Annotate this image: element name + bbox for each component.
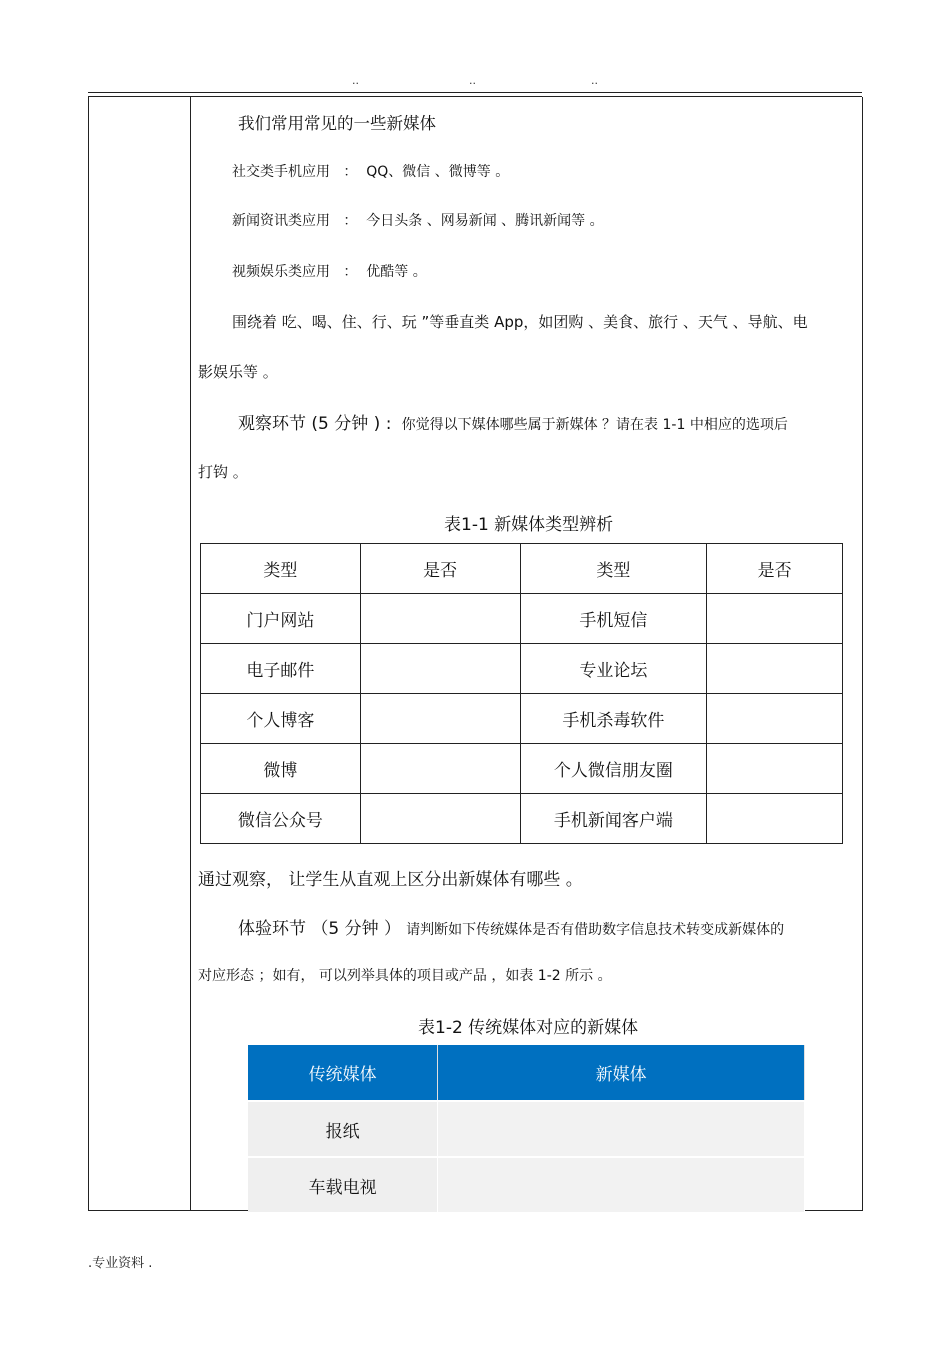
header-cell: 是否	[360, 544, 520, 594]
line-label: 视频娱乐类应用	[232, 264, 330, 280]
page-footer: .专业资料 .	[88, 1256, 153, 1271]
section-heading: 我们常用常见的一些新媒体	[238, 114, 436, 133]
app-line-social	[232, 161, 509, 181]
table-header-row	[248, 1045, 805, 1101]
header-cell: 类型	[201, 544, 361, 594]
check-cell[interactable]	[707, 794, 843, 844]
media-type-table	[200, 543, 843, 844]
observe-cont: 打钩 。	[198, 463, 248, 481]
table-cell: 微信公众号	[201, 794, 361, 844]
paragraph-vertical-apps: 围绕着 吃、喝、住、行、玩 ”等垂直类 App，如团购 、美食、旅行 、天气 、导航、电	[232, 313, 808, 331]
check-cell[interactable]	[360, 794, 520, 844]
check-cell[interactable]	[707, 744, 843, 794]
column-divider	[190, 97, 191, 1210]
table-cell: 微博	[201, 744, 361, 794]
table-cell: 个人博客	[201, 694, 361, 744]
table-cell: 个人微信朋友圈	[520, 744, 707, 794]
header-cell: 是否	[707, 544, 843, 594]
check-cell[interactable]	[707, 644, 843, 694]
check-cell[interactable]	[360, 694, 520, 744]
table-row	[201, 594, 843, 644]
check-cell[interactable]	[707, 594, 843, 644]
table-cell: 专业论坛	[520, 644, 707, 694]
check-cell[interactable]	[707, 694, 843, 744]
header-cell: 新媒体	[438, 1045, 805, 1101]
answer-cell[interactable]	[438, 1157, 805, 1212]
observe-title: 观察环节 (5 分钟 ) :	[238, 414, 392, 434]
header-cell: 类型	[520, 544, 707, 594]
header-mark: ..	[352, 74, 359, 87]
table1-caption: 表1-1 新媒体类型辨析	[444, 515, 614, 535]
experience-text: 请判断如下传统媒体是否有借助数字信息技术转变成新媒体的	[406, 922, 785, 938]
table2-caption: 表1-2 传统媒体对应的新媒体	[418, 1018, 639, 1038]
line-sep: ：	[343, 264, 358, 280]
experience-title: 体验环节 （5 分钟 ）	[238, 919, 402, 939]
paragraph-vertical-apps-cont: 影娱乐等 。	[198, 363, 278, 381]
app-line-video	[232, 261, 427, 281]
answer-cell[interactable]	[438, 1101, 805, 1157]
table-cell: 手机新闻客户端	[520, 794, 707, 844]
table-cell: 手机短信	[520, 594, 707, 644]
line-value: QQ、微信 、微博等 。	[366, 164, 510, 180]
table-row	[248, 1157, 805, 1212]
header-cell: 传统媒体	[248, 1045, 438, 1101]
table-cell: 电子邮件	[201, 644, 361, 694]
table-row	[201, 794, 843, 844]
traditional-media-table	[248, 1045, 805, 1212]
page-header-marks	[0, 74, 950, 88]
table-cell: 报纸	[248, 1101, 438, 1157]
table-row	[248, 1101, 805, 1157]
observe-text: 你觉得以下媒体哪些属于新媒体 ？请在表 1-1 中相应的选项后	[401, 417, 788, 433]
line-sep: ：	[343, 164, 358, 180]
line-value: 优酷等 。	[366, 264, 427, 280]
experience-cont: 对应形态 ；如有， 可以列举具体的项目或产品 ，如表 1-2 所示 。	[198, 968, 612, 984]
table-cell: 车载电视	[248, 1157, 438, 1212]
table-row	[201, 744, 843, 794]
header-mark: ..	[591, 74, 598, 87]
summary-text: 通过观察， 让学生从直观上区分出新媒体有哪些 。	[198, 870, 583, 890]
line-label: 社交类手机应用	[232, 164, 330, 180]
header-rule	[88, 92, 862, 93]
table-cell: 手机杀毒软件	[520, 694, 707, 744]
table-cell: 门户网站	[201, 594, 361, 644]
experience-line	[238, 914, 784, 939]
check-cell[interactable]	[360, 644, 520, 694]
check-cell[interactable]	[360, 594, 520, 644]
header-mark: ..	[469, 74, 476, 87]
app-line-news	[232, 210, 604, 230]
table-row	[201, 644, 843, 694]
table-row	[201, 694, 843, 744]
line-label: 新闻资讯类应用	[232, 213, 330, 229]
check-cell[interactable]	[360, 744, 520, 794]
line-value: 今日头条 、网易新闻 、腾讯新闻等 。	[366, 213, 604, 229]
table-header-row	[201, 544, 843, 594]
observe-line	[238, 409, 788, 434]
line-sep: ：	[343, 213, 358, 229]
